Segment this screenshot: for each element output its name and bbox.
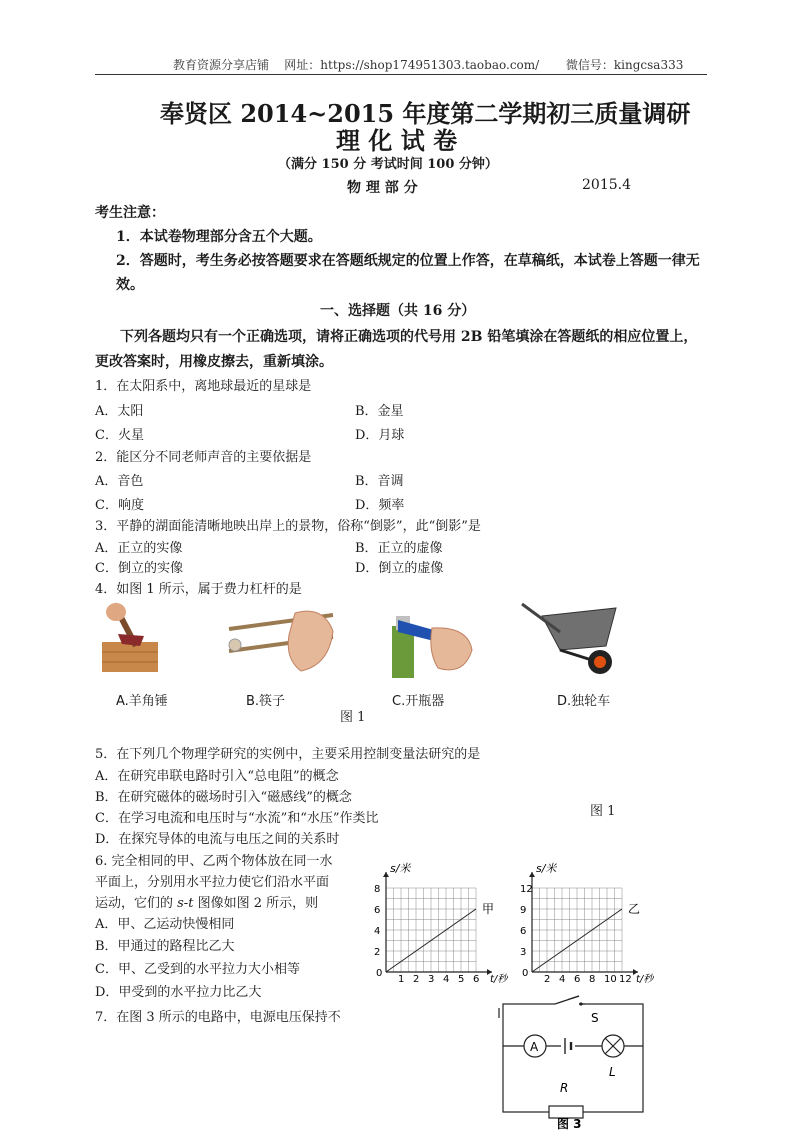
origin-label: 0 <box>376 968 383 979</box>
q3-option-a: A．正立的实像 <box>95 541 183 556</box>
section-label: 物 理 部 分 <box>347 180 418 196</box>
fig1-caption-d: D.独轮车 <box>557 694 611 709</box>
q1-stem: 1．在太阳系中，离地球最近的星球是 <box>95 379 312 394</box>
q3-option-c: C．倒立的实像 <box>95 561 183 576</box>
series-label: 乙 <box>628 902 641 916</box>
notice-item-2-cont: 效。 <box>116 277 144 293</box>
q6-option-c: C．甲、乙受到的水平拉力大小相等 <box>95 962 300 977</box>
notice-item-1: 1．本试卷物理部分含五个大题。 <box>116 229 322 245</box>
y-tick-label: 12 <box>520 884 533 895</box>
q2-option-c: C．响度 <box>95 498 144 513</box>
q1-option-d: D．月球 <box>355 428 405 443</box>
y-tick-label: 2 <box>374 947 381 958</box>
x-tick-label: 10 <box>604 974 617 985</box>
series-label: 甲 <box>482 902 495 916</box>
q6-line-3: 运动，它们的 s-t 图像如图 2 所示，则 <box>95 896 319 911</box>
y-axis-label: s/米 <box>390 862 411 875</box>
x-tick-label: 4 <box>443 974 450 985</box>
q5-option-b: B．在研究磁体的磁场时引入“磁感线”的概念 <box>95 790 352 805</box>
header-rule <box>95 74 707 75</box>
origin-label: 0 <box>522 968 529 979</box>
part1-instruction-cont: 更改答案时，用橡皮擦去，重新填涂。 <box>95 354 333 370</box>
y-tick-label: 6 <box>374 905 381 916</box>
notice-item-2: 2．答题时，考生务必按答题要求在答题纸规定的位置上作答，在草稿纸，本试卷上答题一律无 <box>116 253 700 269</box>
x-tick-label: 8 <box>589 974 596 985</box>
header-bar <box>173 56 683 73</box>
y-tick-label: 9 <box>520 905 527 916</box>
q1-option-b: B．金星 <box>355 404 404 419</box>
lamp-label: L <box>609 1065 616 1079</box>
fig1-caption-a: A.羊角锤 <box>116 694 168 709</box>
switch-label: S <box>591 1011 599 1025</box>
y-axis-label: s/米 <box>536 862 557 875</box>
y-tick-label: 8 <box>374 884 381 895</box>
q4-stem: 4．如图 1 所示，属于费力杠杆的是 <box>95 582 302 597</box>
q5-option-c: C．在学习电流和电压时与“水流”和“水压”作类比 <box>95 811 379 826</box>
fig1-caption-c: C.开瓶器 <box>392 694 445 709</box>
q5-option-a: A．在研究串联电路时引入“总电阻”的概念 <box>95 769 339 784</box>
x-axis-label: t/秒 <box>490 974 508 985</box>
hammer-image <box>100 600 160 678</box>
y-axis-arrow <box>529 872 535 877</box>
q5-stem: 5．在下列几个物理学研究的实例中，主要采用控制变量法研究的是 <box>95 747 481 762</box>
y-tick-label: 4 <box>374 926 381 937</box>
x-tick-label: 6 <box>473 974 480 985</box>
x-axis-label: t/秒 <box>636 974 654 985</box>
q3-option-b: B．正立的虚像 <box>355 541 443 556</box>
site-url[interactable]: https://shop174951303.taobao.com/ <box>320 58 540 72</box>
part1-instruction: 下列各题均只有一个正确选项，请将正确选项的代号用 2B 铅笔填涂在答题纸的相应位置上， <box>120 329 698 345</box>
fig1-caption-b: B.筷子 <box>246 694 286 709</box>
x-tick-label: 1 <box>398 974 405 985</box>
q6-line-1: 6. 完全相同的甲、乙两个物体放在同一水 <box>95 854 333 869</box>
wheelbarrow-image <box>520 602 624 678</box>
q5-option-d: D．在探究导体的电流与电压之间的关系时 <box>95 832 340 847</box>
fig3-caption: 图 3 <box>557 1117 582 1130</box>
circuit-diagram <box>485 994 655 1130</box>
q3-stem: 3．平静的湖面能清晰地映出岸上的景物，俗称“倒影”，此“倒影”是 <box>95 519 481 534</box>
exam-date: 2015.4 <box>582 177 631 193</box>
shop-name: 教育资源分享店铺 <box>173 58 270 72</box>
x-tick-label: 12 <box>619 974 632 985</box>
circuit-wire <box>503 1004 643 1112</box>
q2-stem: 2．能区分不同老师声音的主要依据是 <box>95 450 312 465</box>
q2-option-a: A．音色 <box>95 474 144 489</box>
y-tick-label: 6 <box>520 926 527 937</box>
x-tick-label: 2 <box>413 974 420 985</box>
paper-title: 奉贤区 2014~2015 年度第二学期初三质量调研 <box>160 99 691 128</box>
q2-option-b: B．音调 <box>355 474 404 489</box>
x-tick-label: 4 <box>559 974 566 985</box>
x-tick-label: 5 <box>458 974 465 985</box>
q7-stem: 7．在图 3 所示的电路中，电源电压保持不 <box>95 1010 341 1025</box>
x-tick-label: 6 <box>574 974 581 985</box>
chart-yi <box>508 862 658 986</box>
paper-subtitle: 理 化 试 卷 <box>336 126 458 155</box>
q6-option-a: A．甲、乙运动快慢相同 <box>95 917 235 932</box>
chart-jia <box>362 862 512 986</box>
q1-option-a: A．太阳 <box>95 404 144 419</box>
side-fig-label: 图 1 <box>590 804 616 819</box>
bottle-opener-image <box>378 606 474 680</box>
resistor-label: R <box>560 1081 569 1095</box>
ammeter-label: A <box>530 1040 539 1054</box>
notice-heading: 考生注意： <box>95 205 165 221</box>
x-tick-label: 2 <box>544 974 551 985</box>
chopsticks-image <box>225 605 335 677</box>
exam-info: （满分 150 分 考试时间 100 分钟） <box>278 157 498 172</box>
q6-option-d: D．甲受到的水平拉力比乙大 <box>95 985 262 1000</box>
y-axis-arrow <box>383 872 389 877</box>
q2-option-d: D．频率 <box>355 498 405 513</box>
q3-option-d: D．倒立的虚像 <box>355 561 444 576</box>
q1-option-c: C．火星 <box>95 428 144 443</box>
q6-line-2: 平面上，分别用水平拉力使它们沿水平面 <box>95 875 330 890</box>
part1-heading: 一、选择题（共 16 分） <box>320 303 476 319</box>
q6-option-b: B．甲通过的路程比乙大 <box>95 939 235 954</box>
y-tick-label: 3 <box>520 947 527 958</box>
x-tick-label: 3 <box>428 974 435 985</box>
site-label: 网址： <box>284 58 321 72</box>
wechat-id: 微信号：kingcsa333 <box>565 58 684 72</box>
fig1-label: 图 1 <box>340 710 366 725</box>
